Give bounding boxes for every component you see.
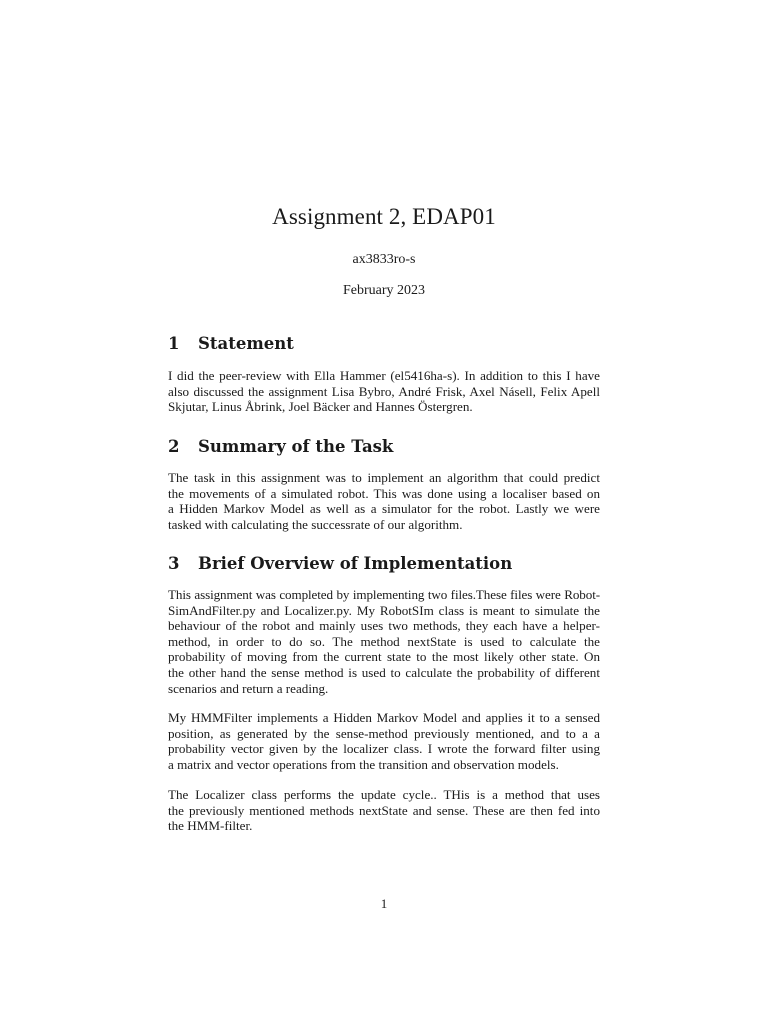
paragraph-line: probability vector given by the localizer class. I wrote the forward filter using — [168, 741, 600, 757]
section-number: 2 — [168, 437, 180, 456]
document-author: ax3833ro-s — [352, 252, 416, 267]
paragraph-line: Skjutar, Linus Åbrink, Joel Bäcker and Hannes Östergren. — [168, 399, 473, 415]
section-title: Brief Overview of Implementation — [198, 554, 513, 573]
section-paragraph — [168, 587, 600, 696]
section-paragraph — [168, 368, 600, 415]
document-title: Assignment 2, EDAP01 — [272, 204, 496, 229]
section-heading-overview — [168, 554, 512, 573]
section-heading-statement — [168, 334, 294, 353]
paragraph-line: The Localizer class performs the update cycle.. THis is a method that uses — [168, 787, 600, 802]
section-number: 3 — [168, 554, 180, 573]
section-paragraph — [168, 787, 600, 834]
paragraph-line: the previously mentioned methods nextState and sense. These are then fed into — [168, 802, 600, 818]
paragraph-line: the other hand the sense method is used to calculate the probability of different — [168, 664, 600, 680]
page-number: 1 — [380, 896, 388, 911]
paragraph-line: This assignment was completed by implementing two files.These files were Robot- — [168, 587, 600, 602]
section-heading-summary — [168, 437, 393, 456]
paragraph-line: the HMM-filter. — [168, 818, 253, 834]
section-paragraph — [168, 470, 600, 532]
paragraph-line: SimAndFilter.py and Localizer.py. My RobotSIm class is meant to simulate the — [168, 602, 600, 618]
paragraph-line: a Hidden Markov Model as well as a simulator for the robot. Lastly we were — [168, 501, 600, 517]
paragraph-line: tasked with calculating the successrate of our algorithm. — [168, 516, 463, 532]
section-title: Statement — [198, 334, 294, 353]
paragraph-line: My HMMFilter implements a Hidden Markov Model and applies it to a sensed — [168, 710, 600, 725]
paragraph-line: position, as generated by the sense-method previously mentioned, and to a a — [168, 725, 600, 741]
paragraph-line: a matrix and vector operations from the transition and observation models. — [168, 756, 559, 772]
paragraph-line: behaviour of the robot and mainly uses two methods, they each have a helper- — [168, 618, 600, 634]
paragraph-line: probability of moving from the current state to the most likely other state. On — [168, 649, 600, 665]
section-number: 1 — [168, 334, 180, 353]
section-paragraph — [168, 710, 600, 772]
paragraph-line: scenarios and return a reading. — [168, 680, 329, 696]
paragraph-line: also discussed the assignment Lisa Bybro, André Frisk, Axel Násell, Felix Apell — [168, 383, 600, 399]
paragraph-line: I did the peer-review with Ella Hammer (el5416ha-s). In addition to this I have — [168, 368, 600, 383]
paragraph-line: method, in order to do so. The method nextState is used to calculate the — [168, 633, 600, 649]
paragraph-line: the movements of a simulated robot. This was done using a localiser based on — [168, 485, 600, 501]
document-date: February 2023 — [342, 283, 426, 298]
section-title: Summary of the Task — [198, 437, 394, 456]
paragraph-line: The task in this assignment was to implement an algorithm that could predict — [168, 470, 600, 485]
